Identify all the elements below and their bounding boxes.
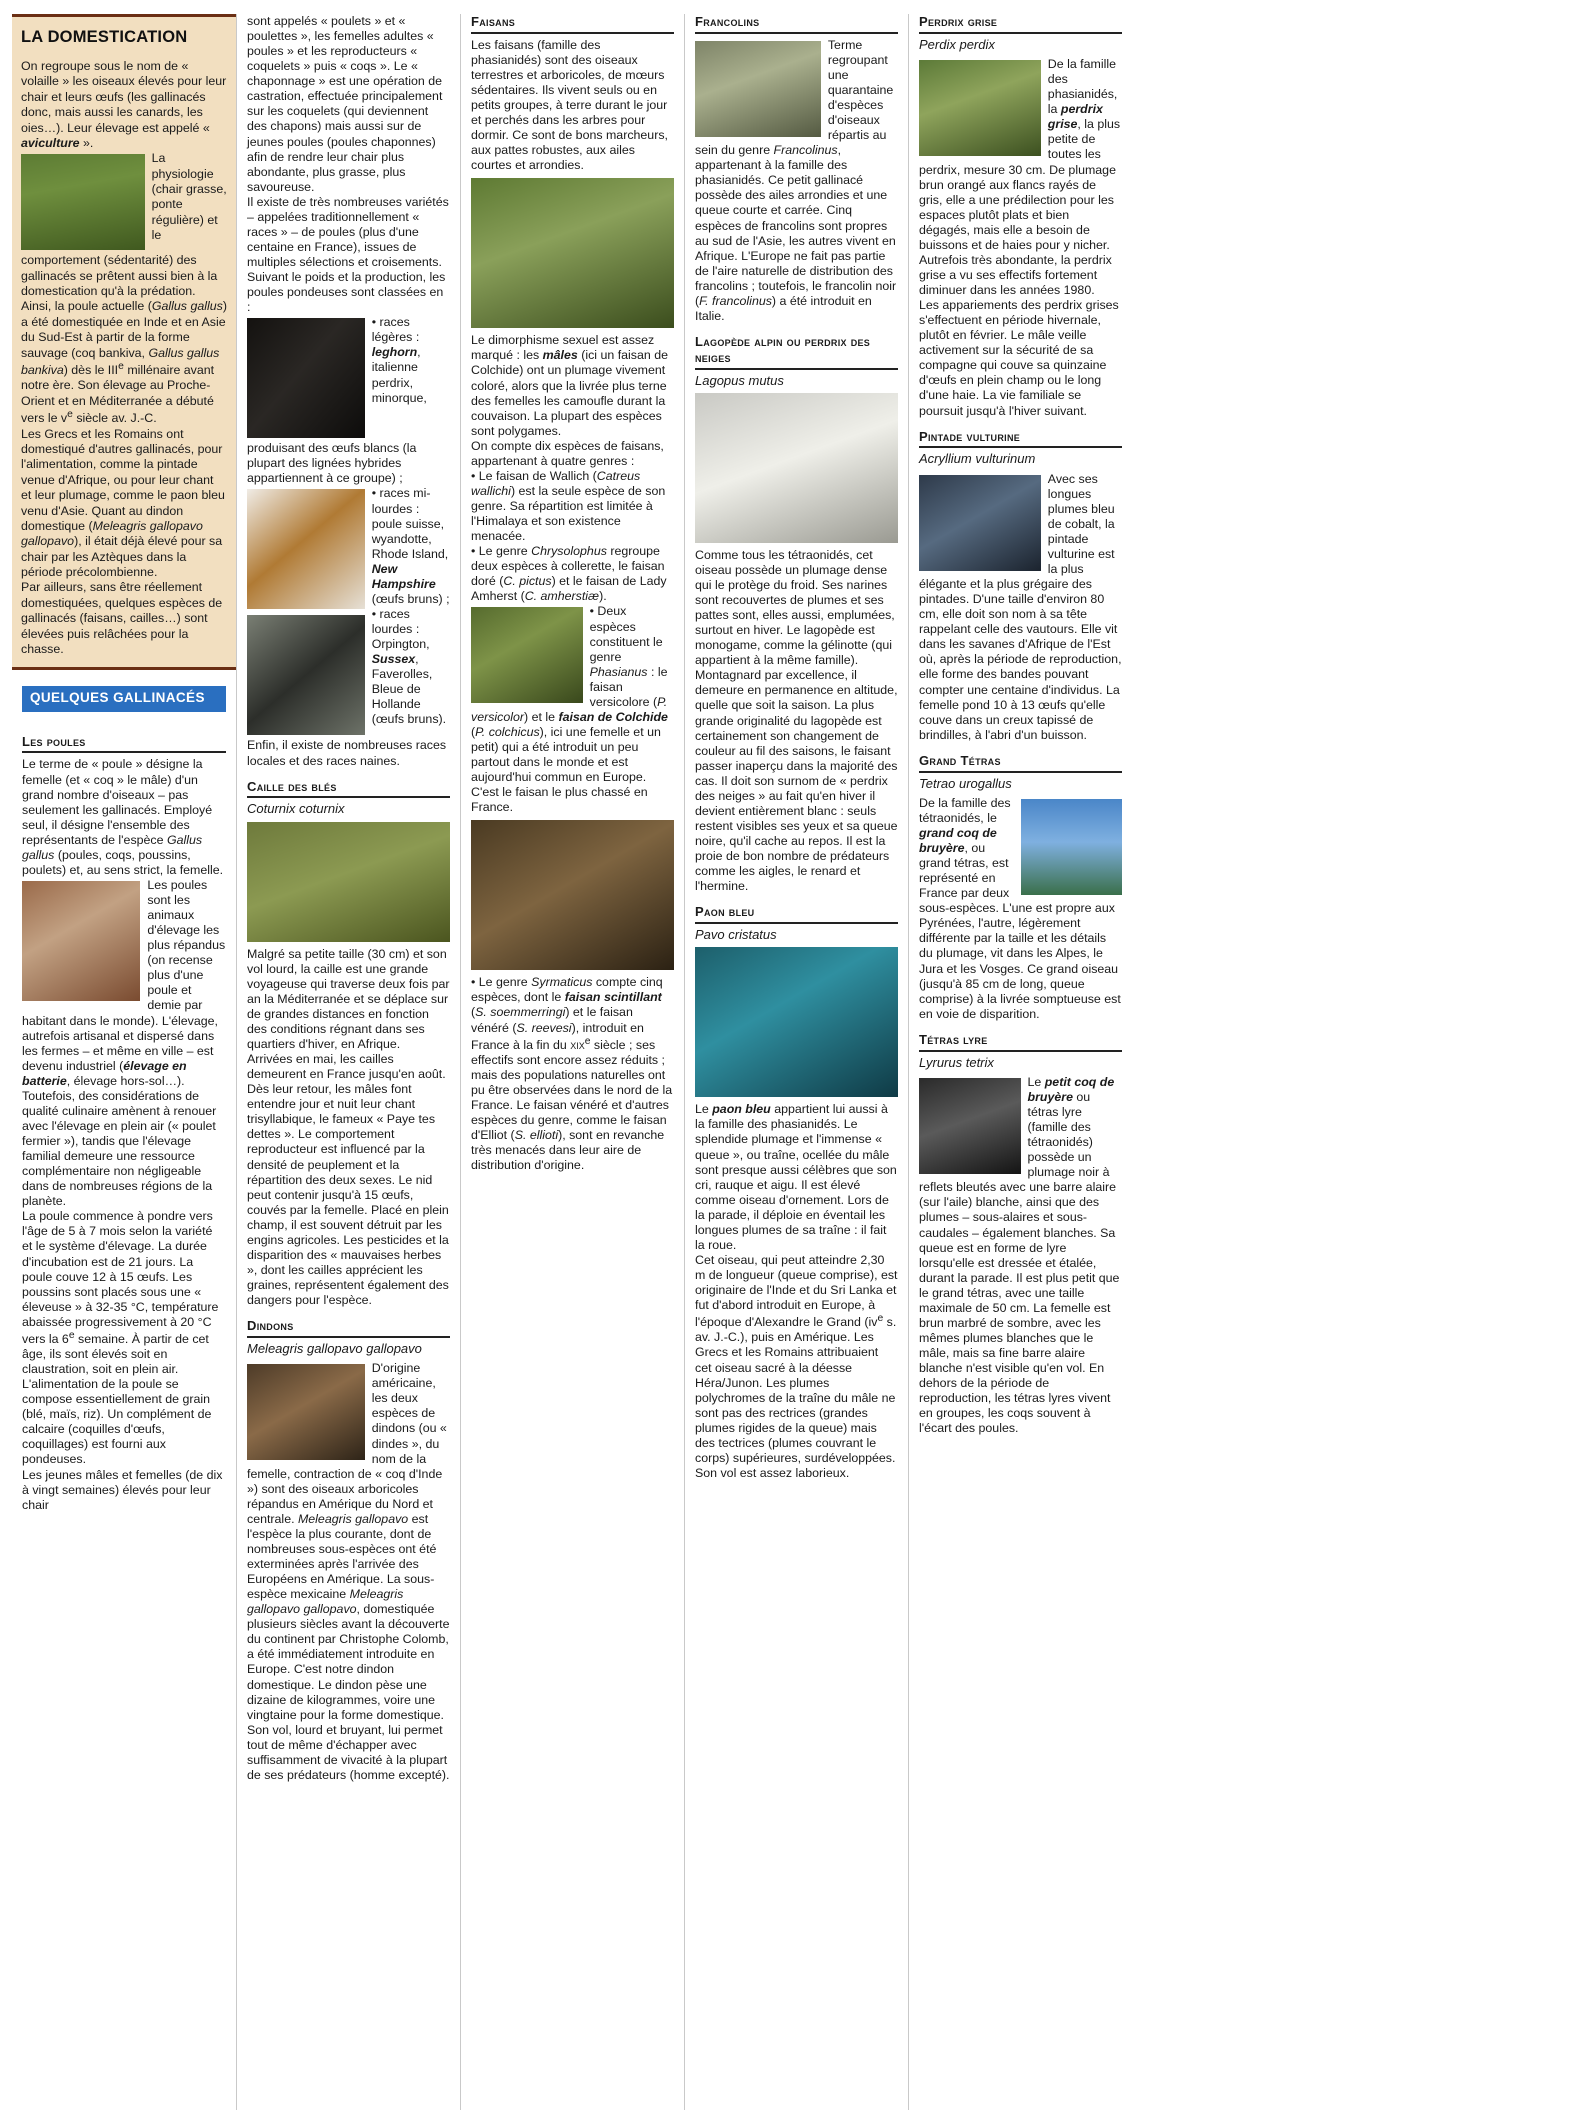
p-colchicus-sci: P. colchicus (475, 724, 540, 739)
s-ellioti-sci: S. ellioti (514, 1128, 559, 1143)
syrm-mid3: ) et le faisan vénéré ( (471, 1005, 633, 1035)
poules-paragraph-4: L'alimentation de la poule se compose essentiellement de grain (blé, maïs, riz). Un complément de calcaire (coquilles d'œufs, coquillages) est fourni aux pondeuses. (22, 1377, 212, 1467)
dindons-p1a: D'origine américaine, les deux espèces de dindons (ou « dindes », du nom de la femelle, contraction de « coq d'Inde ») sont des oiseaux arboricoles répandus en Amérique du Nord et centrale. (247, 1361, 447, 1526)
intro-title: LA DOMESTICATION (21, 28, 188, 46)
grey-partridge-photo (919, 60, 1041, 156)
turkey-photo (247, 1364, 365, 1460)
rooster-photo (21, 154, 145, 250)
intro-p3b: ), il était déjà élevé pour sa chair par les Aztèques dans la période précolombienne. (21, 534, 223, 580)
caille-paragraph-2: Arrivées en mai, les cailles demeurent en France jusqu'en août. Dès leur retour, les mâles font entendre jour et nuit leur chant trisyllabique, le fameux « Paye tes dettes ». Le comportement reproducteur est influencé par la densité de peuplement et la répartition des deux sexes. Le nid peut contenir jusqu'à 15 œufs, couvés par la femelle. Placé en plein champ, il est souvent détruit par les engins agricoles. Les pesticides et la disparition des « mauvaises herbes », dont les cailles apprécient les graines, représentent également des dangers pour l'espèce. (247, 1052, 449, 1308)
ptarmigan-photo (695, 393, 898, 543)
section-header-tetras-lyre: Tétras lyre (919, 1032, 1122, 1052)
faisans-paragraph-1: Les faisans (famille des phasianidés) sont des oiseaux terrestres et arboricoles, de mœurs sédentaires. Ils vivent seuls ou en petits groupes, à terre durant le jour et perchés dans les arbres pour dormir. Ce sont de bons marcheurs, aux pattes robustes, aux ailes courtes et arrondies. (471, 37, 668, 173)
section-header-perdrix: Perdrix grise (919, 14, 1122, 34)
chryso-end: ). (599, 589, 607, 604)
poules-p3b: semaine. À partir de cet âge, ils sont élevés soit en claustration, soit en plein air. (22, 1331, 209, 1377)
intro-paragraph-3 (21, 427, 227, 581)
leghorn-photo (247, 318, 365, 438)
phasianus-end: ), ici une femelle et un petit) qui a été introduit un peu partout dans le monde et est aujourd'hui commun en Europe. C'est le faisan le plus chassé en France. (471, 724, 661, 815)
catreus-sci: Catreus wallichi (471, 468, 641, 498)
francolins-p1a: Terme regroupant une quarantaine d'espèces d'oiseaux répartis au sein du genre (695, 37, 894, 158)
new-hampshire-photo (247, 489, 365, 609)
gallus-bankiva-sci: Gallus gallus bankiva (21, 345, 220, 378)
poules-paragraph-5: Les jeunes mâles et femelles (de dix à vingt semaines) élevés pour leur chair (22, 1467, 223, 1512)
f-francolinus-sci: F. francolinus (699, 293, 772, 308)
tetras-lyre-scientific-name: Lyrurus tetrix (919, 1054, 994, 1070)
paon-p1a: Le (695, 1102, 713, 1117)
faisans-p2b: (ici un faisan de Colchide) ont un plumage vivement coloré, alors que la livrée plus terne des femelles les camoufle durant la couvaison. La plupart des espèces sont polygames. (471, 348, 668, 438)
faisan-colchide-term: faisan de Colchide (558, 709, 668, 724)
phasianus-mid3: ( (471, 724, 476, 739)
section-header-grand-tetras: Grand Tétras (919, 753, 1122, 773)
poules-paragraph-3 (22, 1209, 226, 1377)
intro-continuation-2: Il existe de très nombreuses variétés – appelées traditionnellement « races » – de poules (plus d'une centaine en France), issues de multiples sélections et croisements. Suivant le poids et la production, les poules pondeuses sont classées en : (247, 194, 449, 315)
section-header-francolins: Francolins (695, 14, 898, 34)
ordinal-sup-2: e (67, 409, 73, 421)
phasianus-sci: Phasianus (589, 664, 648, 679)
faisans-p2a: Le dimorphisme sexuel est assez marqué : les (471, 333, 655, 363)
gt-p1a: De la famille des tétraonidés, le (919, 795, 1011, 825)
intro-p1c: ». (79, 135, 94, 150)
syrm-mid2: ( (471, 1005, 476, 1020)
pheasant-photo (471, 178, 674, 328)
faisans-paragraph-3: On compte dix espèces de faisans, appartenant à quatre genres : (471, 438, 664, 468)
race-legere-rest: , italienne perdrix, minorque, (371, 345, 427, 405)
chryso-lead: • Le genre (471, 544, 532, 559)
p-versicolor-sci: P. versicolor (471, 694, 668, 724)
race-legere-lead: • races légères : (371, 315, 420, 345)
section-header-poules: Les poules (22, 734, 226, 754)
sussex-term: Sussex (371, 652, 416, 667)
race-lourde-lead: • races lourdes : Orpington, (371, 606, 430, 652)
paon-p2b: s. av. J.-C.), puis en Amérique. Les Grecs et les Romains attribuaient cet oiseau sacré à la déesse Héra/Junon. Les plumes polychromes de la traîne du mâle ne sont pas des rectrices (grandes plumes rigides de la queue) mais des tectrices (plumes couvrant le corps) supérieures, surdéveloppées. Son vol est assez laborieux. (695, 1315, 897, 1480)
chryso-mid2: ) et le faisan de Lady Amherst ( (471, 574, 667, 604)
lagopede-scientific-name: Lagopus mutus (695, 372, 784, 388)
phasianus-mid: : le faisan versicolore ( (589, 664, 668, 709)
perdrix-p1b: , la plus petite de toutes les perdrix, mesure 30 cm. De plumage brun orangé aux flancs rayés de gris, elle a une prédilection pour les espaces plutôt plats et bien dégagés, mais elle a besoin de buissons et de haies pour y nicher. Autrefois très abondante, la perdrix grise a vu ses effectifs fortement diminuer dans les années 1980. (919, 117, 1121, 298)
chryso-mid: regroupe deux espèces à collerette, le faisan doré ( (471, 544, 665, 589)
phasianus-lead: • Deux espèces constituent le genre (589, 604, 663, 664)
vulturine-guineafowl-photo (919, 475, 1041, 571)
caille-scientific-name: Coturnix coturnix (247, 801, 345, 817)
peacock-photo (695, 947, 898, 1097)
race-lourde-rest: , Faverolles, Bleue de Hollande (œufs bruns). (371, 652, 447, 727)
intro-p2e: siècle av. J.-C. (72, 411, 157, 426)
intro-p2c: ) dès le III (63, 363, 119, 378)
grand-coq-bruyere-term: grand coq de bruyère (919, 825, 997, 856)
syrmaticus-sci: Syrmaticus (531, 975, 593, 990)
intro-box (12, 14, 236, 670)
poules-p1b: (poules, coqs, poussins, poulets) et, au sens strict, la femelle. (22, 847, 224, 877)
meleagris-sci-3: Meleagris gallopavo gallopavo (247, 1587, 404, 1617)
capercaillie-photo (1021, 799, 1123, 895)
ordinal-sup-4: e (584, 1035, 591, 1047)
syrmaticus-item (471, 975, 674, 1173)
syrm-mid5: siècle ; ses effectifs sont encore assez réduits ; mais des populations naturelles ont pu être observées dans le nord de la France. Le faisan vénéré et d'autres espèces du genre, comme le faisan d'Elliot ( (471, 1037, 673, 1143)
pintade-paragraph-1: Avec ses longues plumes bleu de cobalt, la pintade vulturine est la plus élégante et la plus grégaire des pintades. D'une taille d'environ 80 cm, elle doit son nom à sa tête rappelant celle des vautours. Elle vit dans les savanes d'Afrique de l'Est où, après la période de reproduction, elle forme des bandes pouvant compter une centaine d'individus. La femelle pond 10 à 13 œufs qu'elle couve dans un creux tapissé de brindilles, à l'abri d'un buisson. (919, 471, 1122, 742)
perdrix-p1a: De la famille des phasianidés, la (1047, 57, 1118, 117)
paon-bleu-term: paon bleu (712, 1102, 771, 1117)
column-4 (684, 14, 908, 2110)
aviculture-term: aviculture (21, 135, 80, 150)
phasianus-mid2: ) et le (524, 709, 559, 724)
syrm-lead: • Le genre (471, 975, 532, 990)
c-amherstiae-sci: C. amherstiæ (524, 589, 600, 604)
dindons-p1c: , domestiquée plusieurs siècles avant la découverte du continent par Christophe Colomb, a été immédiatement introduite en Europe. C'est notre dindon domestique. Le dindon pèse une dizaine de kilogrammes, voire une vingtaine pour la forme domestique. Son vol, lourd et bruyant, lui permet tout de même d'échapper avec suffisamment de vivacité à la plupart de ses prédateurs (homme excepté). (247, 1602, 450, 1782)
poules-p2a: Les poules sont les animaux d'élevage les plus répandus (on recense plus d'une poule et demie par habitant dans le monde). L'élevage, autrefois artisanal et dispersé dans les fermes – et même en ville – est devenu industriel ( (22, 877, 226, 1073)
section-header-pintade: Pintade vulturine (919, 429, 1122, 449)
section-header-faisans: Faisans (471, 14, 674, 34)
black-grouse-photo (919, 1078, 1021, 1174)
paon-paragraph-1 (695, 1102, 898, 1253)
battery-farming-term: élevage en batterie (22, 1058, 187, 1088)
paon-paragraph-2 (695, 1253, 898, 1481)
syrm-end: ), sont en revanche très menacés dans leur aire de distribution d'origine. (471, 1128, 665, 1173)
caille-paragraph-1: Malgré sa petite taille (30 cm) et son vol lourd, la caille est une grande voyageuse qui traverse deux fois par an la Méditerranée et se déplace sur de grandes distances en fonction des conditions régnant dans ses quartiers d'hiver, en Afrique. (247, 946, 450, 1052)
intro-paragraph-4: Par ailleurs, sans être réellement domestiquées, quelques espèces de gallinacés (faisans, cailles…) sont élevées puis relâchées pour la chasse. (21, 580, 223, 656)
gallus-sci-2: Gallus gallus (22, 832, 203, 862)
dindons-scientific-name: Meleagris gallopavo gallopavo (247, 1340, 422, 1356)
intro-paragraph-1 (21, 59, 227, 151)
francolins-p1b: , appartenant à la famille des phasianidés. Ce petit gallinacé possède des ailes arrondies et une queue courte et carrée. Cinq espèces de francolins sont propres au sud de l'Asie, les autres vivent en Afrique. L'Europe ne fait pas partie de l'aire naturelle de distribution des francolins ; toutefois, le francolin noir ( (695, 143, 897, 308)
tl-p1b: ou tétras lyre (famille des tétraonidés) possède un plumage noir à reflets bleutés avec une barre alaire (sur l'aile) blanche, ainsi que des plumes – sous-alaires et sous-caudales – également blanches. Sa queue est en forme de lyre lorsqu'elle est dressée et étalée, durant la parade. Il est plus petit que le grand tétras, avec une taille maximale de 50 cm. La femelle est brun marbré de sombre, avec les mêmes plumes blanches que le mâle, mais sa fine barre alaire blanche n'est visible qu'en vol. En dehors de la période de reproduction, les tétras lyres vivent en groupes, les coqs souvent à l'écart des poules. (919, 1089, 1120, 1436)
francolinus-sci: Francolinus (773, 143, 838, 158)
gt-p1b: , ou grand tétras, est représenté en France par deux sous-espèces. L'une est propre aux Pyrénées, l'autre, légèrement différente par la taille et les détails du plumage, vit dans les Alpes, le Jura et les Vosges. Ce grand oiseau (jusqu'à 85 cm de long, queue comprise) à la livrée somptueuse est en voie de disparition. (919, 841, 1121, 1021)
column-3 (460, 14, 684, 2110)
column-2 (236, 14, 460, 2110)
perdrix-scientific-name: Perdix perdix (919, 36, 995, 52)
column-1 (12, 14, 236, 2110)
syrm-mid4: ), introduit en France à la fin du (471, 1020, 644, 1052)
column-5 (908, 14, 1132, 2110)
faisans-paragraph-2 (471, 333, 674, 438)
chrysolophus-sci: Chrysolophus (531, 544, 607, 559)
section-header-lagopede: Lagopède alpin ou perdrix des neiges (695, 334, 898, 370)
ordinal-sup-1: e (118, 360, 124, 372)
ordinal-sup-3: e (68, 1329, 75, 1341)
lagopede-paragraph-1: Comme tous les tétraonidés, cet oiseau possède un plumage dense qui le protège du froid. Ses narines sont recouvertes de plumes et ses pattes sont, elles aussi, emplumées, surtout en hiver. Le lagopède est monogame, comme la gélinotte (qui appartient à la même famille). Montagnard par excellence, il demeure en permanence en altitude, quelle que soit la saison. La plus grande originalité du lagopède est certainement son changement de couleur au fil des saisons, le faisant passer inaperçu dans la majorité des cas. Il doit son surnom de « perdrix des neiges » au fait qu'en hiver il devient entièrement blanc : seuls restent visibles ses yeux et sa queue noire, qu'il cache au repos. Il est la proie de bon nombre de prédateurs comme les aigles, le renard et l'hermine. (695, 547, 898, 894)
poules-p3a: La poule commence à pondre vers l'âge de 5 à 7 mois selon la variété et le système d'élevage. La durée d'incubation est de 21 jours. La poule couve 12 à 15 œufs. Les poussins sont placés sous une « éleveuse » à 32-35 °C, température abaissée progressivement à 20 °C vers la 6 (22, 1209, 219, 1346)
tl-p1a: Le (1027, 1074, 1045, 1089)
chrysolophus-photo (471, 607, 583, 703)
intro-continuation-1: sont appelés « poulets » et « poulettes », les femelles adultes « poules » et les reproducteurs « coquelets » puis « coqs ». Le « chaponnage » est une opération de castration, effectuée principalement sur les coquelets (qui deviennent des chapons) mais aussi sur de jeunes poules (poules chaponnes) afin de rendre leur chair plus abondante, plus grasse, plus savoureuse. (247, 14, 443, 194)
meleagris-sci: Meleagris gallopavo gallopavo (21, 518, 203, 549)
paon-p2a: Cet oiseau, qui peut atteindre 2,30 m de longueur (queue comprise), est originaire de l'Inde et du Sri Lanka et fut d'abord introduit en Europe, à l'époque d'Alexandre le Grand (iv (695, 1252, 898, 1330)
race-milourde-rest: (œufs bruns) ; (371, 591, 450, 606)
francolin-photo (695, 41, 821, 137)
section-header-dindons: Dindons (247, 1318, 450, 1338)
gallus-gallus-sci: Gallus gallus (151, 299, 223, 314)
poules-p2b: , élevage hors-sol…). Toutefois, des considérations de qualité culinaire amènent à renouer avec l'élevage en plein air (« poulet fermier »), tandis que l'élevage familial demeure une ressource complémentaire non négligeable dans de nombreuses régions de la planète. (22, 1073, 217, 1209)
section-header-paon: Paon bleu (695, 904, 898, 924)
poules-p1a: Le terme de « poule » désigne la femelle (et « coq » le mâle) d'un grand nombre d'oiseaux – pas seulement les gallinacés. Employé seul, il désigne l'ensemble des représentants de l'espèce (22, 757, 213, 847)
petit-coq-bruyere-term: petit coq de bruyère (1027, 1074, 1115, 1104)
perdrix-grise-term: perdrix grise (1047, 102, 1103, 132)
century-numeral: xix (570, 1037, 585, 1052)
syrm-mid: compte cinq espèces, dont le (471, 975, 663, 1005)
francolins-p1c: ) a été introduit en Italie. (695, 293, 872, 323)
ordinal-sup-5: e (877, 1313, 884, 1325)
faisan-wallich-item (471, 469, 674, 544)
races-closing: Enfin, il existe de nombreuses races locales et des races naines. (247, 738, 447, 768)
s-soemmerringi-sci: S. soemmerringi (475, 1005, 566, 1020)
section-header-caille: Caille des blés (247, 779, 450, 799)
quail-photo (247, 822, 450, 942)
pintade-scientific-name: Acryllium vulturinum (919, 451, 1036, 467)
perdrix-paragraph-2: Les appariements des perdrix grises s'effectuent en période hivernale, plutôt en février. Le mâle veille activement sur la sécurité de sa compagne qui couve sa quinzaine d'œufs en plein champ ou le long d'une haie. La vie familiale se poursuit jusqu'à l'hiver suivant. (919, 298, 1119, 418)
males-term: mâles (542, 348, 578, 363)
sussex-photo (247, 615, 365, 735)
section-banner: QUELQUES GALLINACÉS (22, 686, 226, 711)
race-milourde-lead: • races mi-lourdes : poule suisse, wyandotte, Rhode Island, (371, 486, 449, 561)
intro-p2b: ) a été domestiquée en Inde et en Asie du Sud-Est à partir de la forme sauvage (coq bankiva, (21, 299, 227, 360)
new-hampshire-term: New Hampshire (371, 561, 436, 591)
wallich-lead: • Le faisan de Wallich ( (471, 468, 597, 483)
wallich-rest: ) est la seule espèce de son genre. Sa répartition est limitée à l'Himalaya et son existence menacée. (471, 483, 666, 544)
intro-p2a: La physiologie (chair grasse, ponte régulière) et le comportement (sédentarité) des gallinacés se prêtent aussi bien à la domestication qu'à la prédation. Ainsi, la poule actuelle ( (21, 151, 227, 314)
c-pictus-sci: C. pictus (503, 574, 552, 589)
intro-p2d: millénaire avant notre ère. Son élevage au Proche-Orient et en Méditerranée a débuté vers le v (21, 363, 215, 426)
dindons-p1b: est l'espèce la plus courante, dont de nombreuses sous-espèces ont été exterminées après l'arrivée des Européens en Amérique. La sous-espèce mexicaine (247, 1511, 437, 1602)
poules-paragraph-1 (22, 757, 226, 878)
chrysolophus-item (471, 544, 674, 604)
intro-p3a: Les Grecs et les Romains ont domestiqué d'autres gallinacés, pour l'alimentation, comme la pintade venue d'Afrique, ou pour leur chant et leur plumage, comme le paon bleu venu d'Asie. Quant au dindon domestique ( (21, 426, 225, 533)
intro-p1a: On regroupe sous le nom de « volaille » les oiseaux élevés pour leur chair et leurs œufs (les gallinacés donc, mais aussi les canards, les oies…). Leur élevage est appelé « (21, 59, 227, 135)
battery-farming-photo (22, 881, 140, 1001)
paon-scientific-name: Pavo cristatus (695, 927, 777, 943)
syrmaticus-photo (471, 820, 674, 970)
race-legere-caption: produisant des œufs blancs (la plupart des lignées hybrides appartiennent à ce groupe) ; (247, 441, 417, 486)
grand-tetras-scientific-name: Tetrao urogallus (919, 775, 1012, 791)
faisan-scintillant-term: faisan scintillant (564, 990, 662, 1005)
leghorn-term: leghorn (371, 345, 418, 360)
s-reevesi-sci: S. reevesi (516, 1020, 572, 1035)
meleagris-sci-2: Meleagris gallopavo (297, 1511, 409, 1526)
paon-p1b: appartient lui aussi à la famille des phasianidés. Le splendide plumage et l'immense « queue », ou traîne, ocellée du mâle sont presque aussi célèbres que son cri, rauque et aigu. Il est élevé comme oiseau d'ornement. Lors de la parade, il déploie en éventail les longues plumes de sa traîne : il fait la roue. (695, 1102, 897, 1252)
